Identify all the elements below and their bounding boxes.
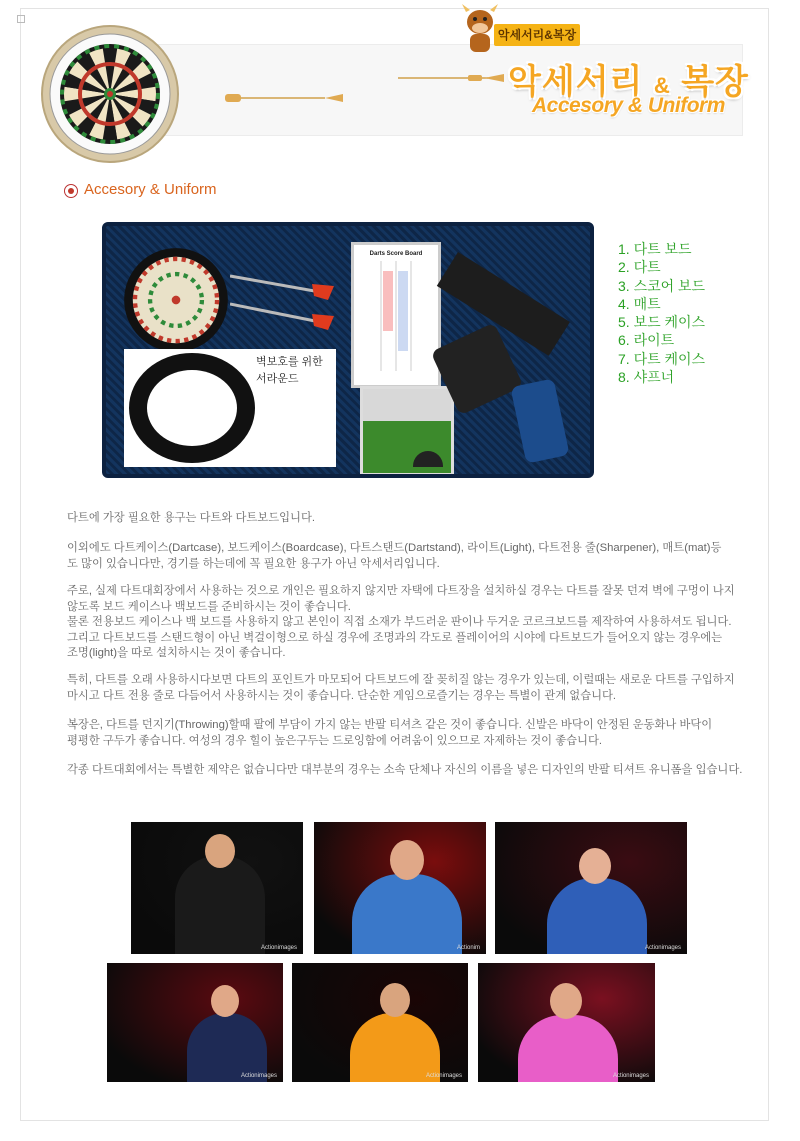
text-line: 그리고 다트보드를 스탠드형이 아닌 벽걸이형으로 하실 경우에 조명과의 각도로 플레이어의 시야에 다트보드가 들어오지 않는 경우에는 — [67, 631, 723, 644]
photo-watermark: Actionimages — [425, 1073, 462, 1079]
dartboard-logo — [40, 24, 180, 164]
list-item: 5. 보드 케이스 — [618, 314, 706, 331]
player-figure — [547, 878, 647, 954]
player-head — [579, 848, 611, 884]
title-kr-word1: 악세서리 — [508, 63, 644, 101]
paragraph-sharpener — [67, 673, 757, 704]
title-amp: & — [653, 73, 671, 98]
player-head — [550, 983, 582, 1019]
list-item: 6. 라이트 — [618, 332, 675, 349]
paragraph-board-case — [67, 584, 757, 662]
paragraph-clothing — [67, 718, 757, 749]
player-figure — [175, 856, 265, 954]
text-line: 물론 전용보드 케이스나 백 보드를 사용하지 않고 본인이 직접 소재가 부드러운 판이나 두거운 코르크보드를 제작하여 사용하셔도 됩니다. — [67, 616, 732, 628]
corner-marker — [17, 15, 25, 23]
darts-product — [230, 266, 340, 338]
list-item: 4. 매트 — [618, 295, 661, 312]
photo-watermark: Actionimages — [240, 1073, 277, 1079]
player-photo-2 — [314, 822, 486, 954]
board-case-product — [360, 386, 454, 476]
list-item: 3. 스코어 보드 — [618, 277, 706, 294]
player-figure — [352, 874, 462, 954]
list-item: 1. 다트 보드 — [618, 241, 692, 257]
player-figure — [350, 1013, 440, 1082]
list-item: 7. 다트 케이스 — [618, 350, 706, 367]
category-tag: 악세서리&복장 — [494, 24, 580, 46]
player-photo-5 — [292, 963, 468, 1082]
scoreboard-product — [351, 242, 441, 388]
player-photo-3 — [495, 822, 687, 954]
photo-watermark: Actionimages — [612, 1073, 649, 1079]
surround-caption — [256, 354, 336, 388]
text-line: 각종 다트대회에서는 특별한 제약은 없습니다만 대부분의 경우는 소속 단체나 자신의 이름을 넣은 디자인의 반팔 티셔트 유니폼을 입습니다. — [67, 764, 743, 776]
list-item: 2. 다트 — [618, 259, 661, 276]
text-line: 조명(light)을 따로 설치하시는 것이 좋습니다. — [67, 647, 286, 659]
player-head — [390, 840, 424, 880]
photo-watermark: Actionim — [456, 945, 480, 951]
paragraph-uniform — [67, 763, 757, 779]
title-kr-word2: 복장 — [681, 63, 749, 101]
text-line: 않도록 보드 케이스나 백보드를 준비하시는 것이 좋습니다. — [67, 600, 351, 613]
list-item: 8. 샤프너 — [618, 369, 675, 386]
paragraph-accessories — [67, 541, 757, 572]
paragraph-intro — [67, 511, 757, 527]
photo-watermark: Actionimages — [260, 945, 297, 951]
page-title-english: Accesory & Uniform — [532, 94, 725, 117]
case-board — [413, 451, 443, 467]
player-photo-1 — [131, 822, 303, 954]
text-line: 도 많이 있습니다만, 경기를 하는데에 꼭 필요한 용구가 아닌 악세서리입니다. — [67, 557, 440, 570]
player-head — [205, 834, 235, 868]
equipment-image — [102, 222, 594, 478]
text-line: 다트에 가장 필요한 용구는 다트와 다트보드입니다. — [67, 512, 316, 524]
dart-arrow-bottom — [225, 94, 345, 102]
text-line: 이외에도 다트케이스(Dartcase), 보드케이스(Boardcase), 다트스탠드(Dartstand), 라이트(Light), 다트전용 줄(Sharpener), 매트(mat)등 — [67, 542, 722, 554]
equipment-list — [618, 240, 705, 386]
text-line: 평평한 구두가 좋습니다. 여성의 경우 힐이 높은구두는 드로잉함에 어려움이 있으므로 자제하는 것이 좋습니다. — [67, 734, 603, 747]
photo-watermark: Actionimages — [644, 945, 681, 951]
text-line: 특히, 다트를 오래 사용하시다보면 다트의 포인트가 마모되어 다트보드에 잘 꽂히질 않는 경우가 있는데, 이럴때는 새로운 다트를 구입하지 — [67, 674, 735, 686]
dart-arrow-top — [398, 74, 508, 82]
dartboard-product — [122, 246, 230, 354]
player-figure — [518, 1015, 618, 1082]
text-line: 마시고 다트 전용 줄로 다듬어서 사용하시는 것이 좋습니다. 단순한 게임으로즐기는 경우는 특별이 관계 없습니다. — [67, 689, 617, 702]
scoreboard-title: Darts Score Board — [369, 251, 423, 257]
case-lid — [363, 389, 451, 421]
player-photo-6 — [478, 963, 655, 1082]
bullet-icon — [64, 184, 78, 198]
text-line: 복장은, 다트를 던지기(Throwing)할때 팔에 부담이 가지 않는 반팔 티셔츠 같은 것이 좋습니다. 신발은 바닥이 안정된 운동화나 바닥이 — [67, 719, 713, 731]
scoreboard-grid — [361, 261, 431, 371]
text-line: 주로, 실제 다트대회장에서 사용하는 것으로 개인은 필요하지 않지만 자택에 다트장을 설치하실 경우는 다트를 잘못 던져 벽에 구멍이 나지 — [67, 585, 735, 597]
player-photo-4 — [107, 963, 283, 1082]
surround-caption-line2: 서라운드 — [256, 373, 299, 385]
player-head — [380, 983, 410, 1017]
player-figure — [187, 1013, 267, 1082]
surround-caption-line1: 벽보호를 위한 — [256, 356, 323, 368]
player-head — [211, 985, 239, 1017]
surround-ring — [126, 351, 258, 465]
section-title: Accesory & Uniform — [84, 181, 217, 198]
